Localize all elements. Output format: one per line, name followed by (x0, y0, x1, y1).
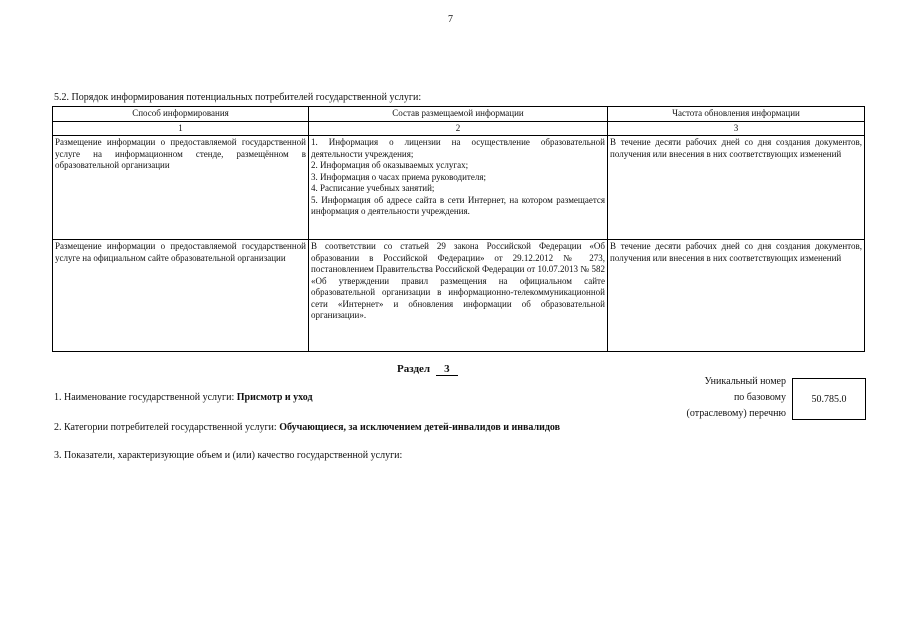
row1-content-line: 1. Информация о лицензии на осуществление образовательной деятельности учреждения; (311, 137, 605, 159)
service-name-label: 1. Наименование государственной услуги: (54, 392, 237, 403)
row2-frequency: В течение десяти рабочих дней со дня создания документов, получения или внесения в них соответствующих изменений (608, 240, 865, 352)
service-name-value: Присмотр и уход (236, 392, 313, 403)
row1-content-line: 5. Информация об адресе сайта в сети Интернет, на котором размещается информация о деятельности учреждения. (311, 194, 605, 216)
row1-content-line: 4. Расписание учебных занятий; (311, 183, 435, 193)
table-header-row (53, 107, 865, 122)
unique-number-label-line: по базовому (733, 392, 786, 403)
row1-frequency: В течение десяти рабочих дней со дня создания документов, получения или внесения в них соответствующих изменений (608, 136, 865, 240)
column-number-2: 2 (309, 121, 608, 136)
row2-content: В соответствии со статьей 29 закона Российской Федерации «Об образовании в Российской Федерации» от 29.12.2012 № 273, постановлением Правительства Российской Федерации от 10.07.2013 № 582 «Об утверждении правил размещения на официальном сайте образовательной организации в информационно-телекоммуникационной сети «Интернет» и обновления информации об образовательной организации». (309, 240, 608, 352)
column-number-3: 3 (608, 121, 865, 136)
column-number-row (53, 121, 865, 136)
unique-number-label-line: (отраслевому) перечню (686, 408, 786, 419)
table-row (53, 136, 865, 240)
consumer-category-item (54, 422, 560, 433)
section-heading-label: Раздел (397, 363, 431, 375)
header-frequency: Частота обновления информации (608, 107, 865, 122)
unique-number-label-line: Уникальный номер (704, 376, 786, 387)
row1-method: Размещение информации о предоставляемой государственной услуге на информационном стенде, размещённом в образовательной организации (53, 136, 309, 240)
header-content: Состав размещаемой информации (309, 107, 608, 122)
section-heading-number: 3 (436, 363, 458, 376)
section-5-2-title: 5.2. Порядок информирования потенциальных потребителей государственной услуги: (54, 92, 422, 103)
row2-method: Размещение информации о предоставляемой государственной услуге на официальном сайте образовательной организации (53, 240, 309, 352)
page-number: 7 (448, 14, 453, 25)
unique-number-box: 50.785.0 (792, 378, 866, 420)
row1-content-line: 3. Информация о часах приема руководителя; (311, 171, 486, 182)
table-row (53, 240, 865, 352)
service-name-item (54, 392, 313, 403)
row1-content (309, 136, 608, 240)
section-heading (397, 363, 458, 376)
indicators-item: 3. Показатели, характеризующие объем и (или) качество государственной услуги: (54, 450, 403, 461)
row1-content-line: 2. Информация об оказываемых услугах; (311, 160, 469, 170)
header-method: Способ информирования (53, 107, 309, 122)
unique-number-label (640, 374, 786, 422)
consumer-category-label: 2. Категории потребителей государственной услуги: (54, 422, 280, 433)
consumer-category-value: Обучающиеся, за исключением детей-инвалидов и инвалидов (279, 422, 561, 433)
informing-table (52, 106, 865, 352)
column-number-1: 1 (53, 121, 309, 136)
